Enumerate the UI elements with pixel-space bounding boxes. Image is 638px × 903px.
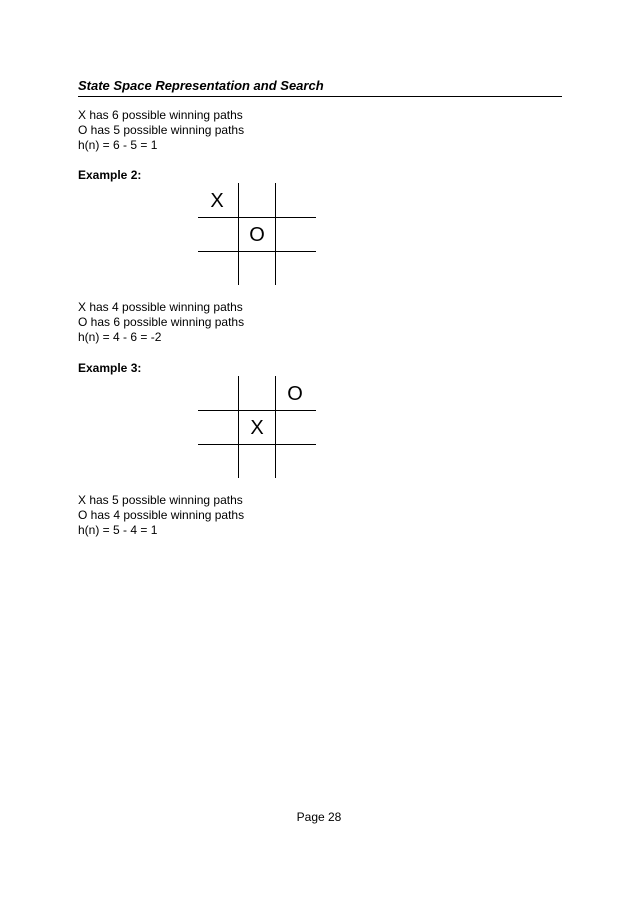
board-cell-6	[198, 445, 236, 479]
board-cell-0	[198, 377, 236, 411]
example-3-summary	[78, 493, 244, 538]
section-header	[78, 78, 562, 97]
board-cell-3	[198, 411, 236, 445]
o-winning-paths: O has 6 possible winning paths	[78, 315, 245, 329]
heuristic-value: h(n) = 5 - 4 = 1	[78, 523, 158, 537]
example-2-label: Example 2:	[78, 168, 142, 182]
board-cell-4: O	[249, 224, 265, 246]
o-winning-paths: O has 5 possible winning paths	[78, 123, 245, 137]
o-winning-paths: O has 4 possible winning paths	[78, 508, 245, 522]
page-number: Page 28	[296, 810, 342, 824]
example-2-summary	[78, 300, 244, 345]
heuristic-value: h(n) = 4 - 6 = -2	[78, 330, 162, 344]
board-cell-0: X	[210, 190, 224, 212]
board-cell-1	[238, 184, 276, 218]
x-winning-paths: X has 5 possible winning paths	[78, 493, 243, 507]
example-3-label: Example 3:	[78, 361, 142, 375]
example-3-board	[198, 376, 316, 478]
board-cell-8	[276, 445, 314, 479]
example-1-summary	[78, 108, 244, 153]
board-cell-4: X	[250, 417, 264, 439]
section-title: State Space Representation and Search	[78, 78, 324, 93]
board-cell-8	[276, 252, 314, 286]
board-cell-3	[198, 218, 236, 252]
board-cell-1	[238, 377, 276, 411]
board-cell-6	[198, 252, 236, 286]
x-winning-paths: X has 6 possible winning paths	[78, 108, 243, 122]
example-2-board	[198, 183, 316, 285]
board-cell-5	[276, 218, 314, 252]
board-cell-2	[276, 184, 314, 218]
board-cell-5	[276, 411, 314, 445]
x-winning-paths: X has 4 possible winning paths	[78, 300, 243, 314]
heuristic-value: h(n) = 6 - 5 = 1	[78, 138, 158, 152]
board-cell-7	[238, 445, 276, 479]
board-cell-7	[238, 252, 276, 286]
board-cell-2: O	[287, 383, 303, 405]
